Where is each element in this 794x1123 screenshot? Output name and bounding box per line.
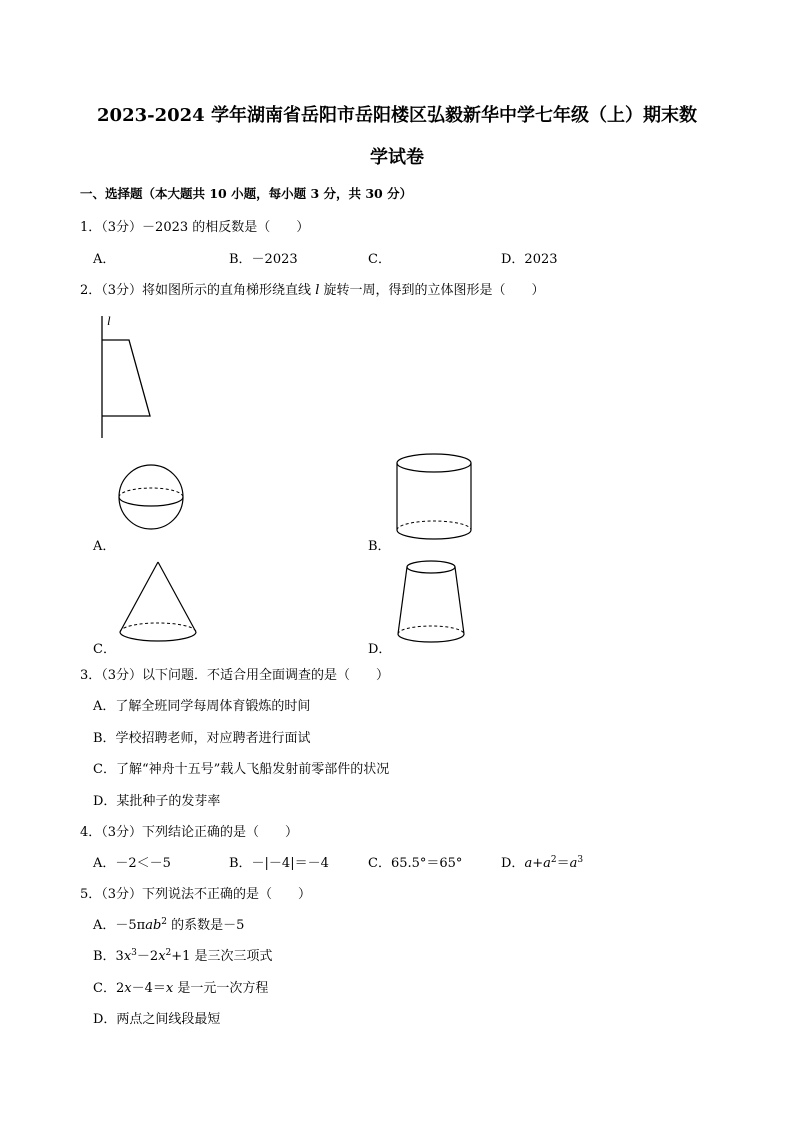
section-heading: 一、选择题（本大题共 10 小题，每小题 3 分，共 30 分） bbox=[80, 186, 413, 201]
q4-option-a: A．－2＜－5 bbox=[93, 856, 171, 871]
q4-option-d: D．$a+a^2=a^3$ bbox=[501, 855, 584, 871]
q3-option-c: C．了解“神舟十五号”载人飞船发射前零部件的状况 bbox=[93, 762, 390, 777]
q1-option-d: D．2023 bbox=[501, 252, 558, 267]
q1-option-a: A． bbox=[93, 252, 116, 267]
q3-option-b: B．学校招聘老师，对应聘者进行面试 bbox=[93, 731, 311, 746]
exam-title-line2: 学试卷 bbox=[370, 147, 424, 168]
q2-stem-post: 旋转一周，得到的立体图形是（ ） bbox=[319, 283, 545, 298]
question-3-stem: 3．（3分）以下问题．不适合用全面调查的是（ ） bbox=[80, 668, 390, 683]
axis-label-l: l bbox=[107, 313, 111, 328]
q2-stem-pre: 2．（3分）将如图所示的直角梯形绕直线 bbox=[80, 283, 316, 298]
q1-option-c: C． bbox=[368, 252, 391, 267]
q5-option-a: A．－5πab$^2$ 的系数是－5 bbox=[93, 917, 245, 933]
frustum-shape bbox=[394, 557, 468, 647]
q2-option-a: A． bbox=[93, 539, 116, 554]
q5-option-b: B．$3x^3-2x^2+1$ 是三次三项式 bbox=[93, 948, 273, 964]
q3-option-a: A．了解全班同学每周体育锻炼的时间 bbox=[93, 699, 311, 714]
q2-option-d: D． bbox=[368, 642, 392, 657]
q2-option-b: B． bbox=[368, 539, 391, 554]
question-1-stem: 1．（3分）－2023 的相反数是（ ） bbox=[80, 220, 310, 235]
q2-option-c: C． bbox=[93, 642, 116, 657]
trapezoid-figure bbox=[95, 308, 165, 443]
right-trapezoid-shape bbox=[102, 340, 150, 416]
question-4-stem: 4．（3分）下列结论正确的是（ ） bbox=[80, 825, 299, 840]
sphere-shape bbox=[115, 461, 187, 533]
cylinder-shape bbox=[392, 451, 476, 546]
q4-option-c: C．65.5°＝65° bbox=[368, 856, 463, 871]
question-5-stem: 5．（3分）下列说法不正确的是（ ） bbox=[80, 887, 312, 902]
q1-option-b: B．－2023 bbox=[229, 252, 298, 267]
q5-option-c: C．2x－4＝x 是一元一次方程 bbox=[93, 981, 269, 996]
q3-option-d: D．某批种子的发芽率 bbox=[93, 794, 221, 809]
exam-title-line1: 2023-2024 学年湖南省岳阳市岳阳楼区弘毅新华中学七年级（上）期末数 bbox=[97, 105, 697, 126]
cone-shape bbox=[115, 558, 201, 648]
q5-option-d: D．两点之间线段最短 bbox=[93, 1012, 221, 1027]
q4-option-b: B．－|－4|＝－4 bbox=[229, 856, 329, 871]
question-2-stem bbox=[80, 279, 545, 298]
q2-stem-var: l bbox=[315, 283, 320, 298]
